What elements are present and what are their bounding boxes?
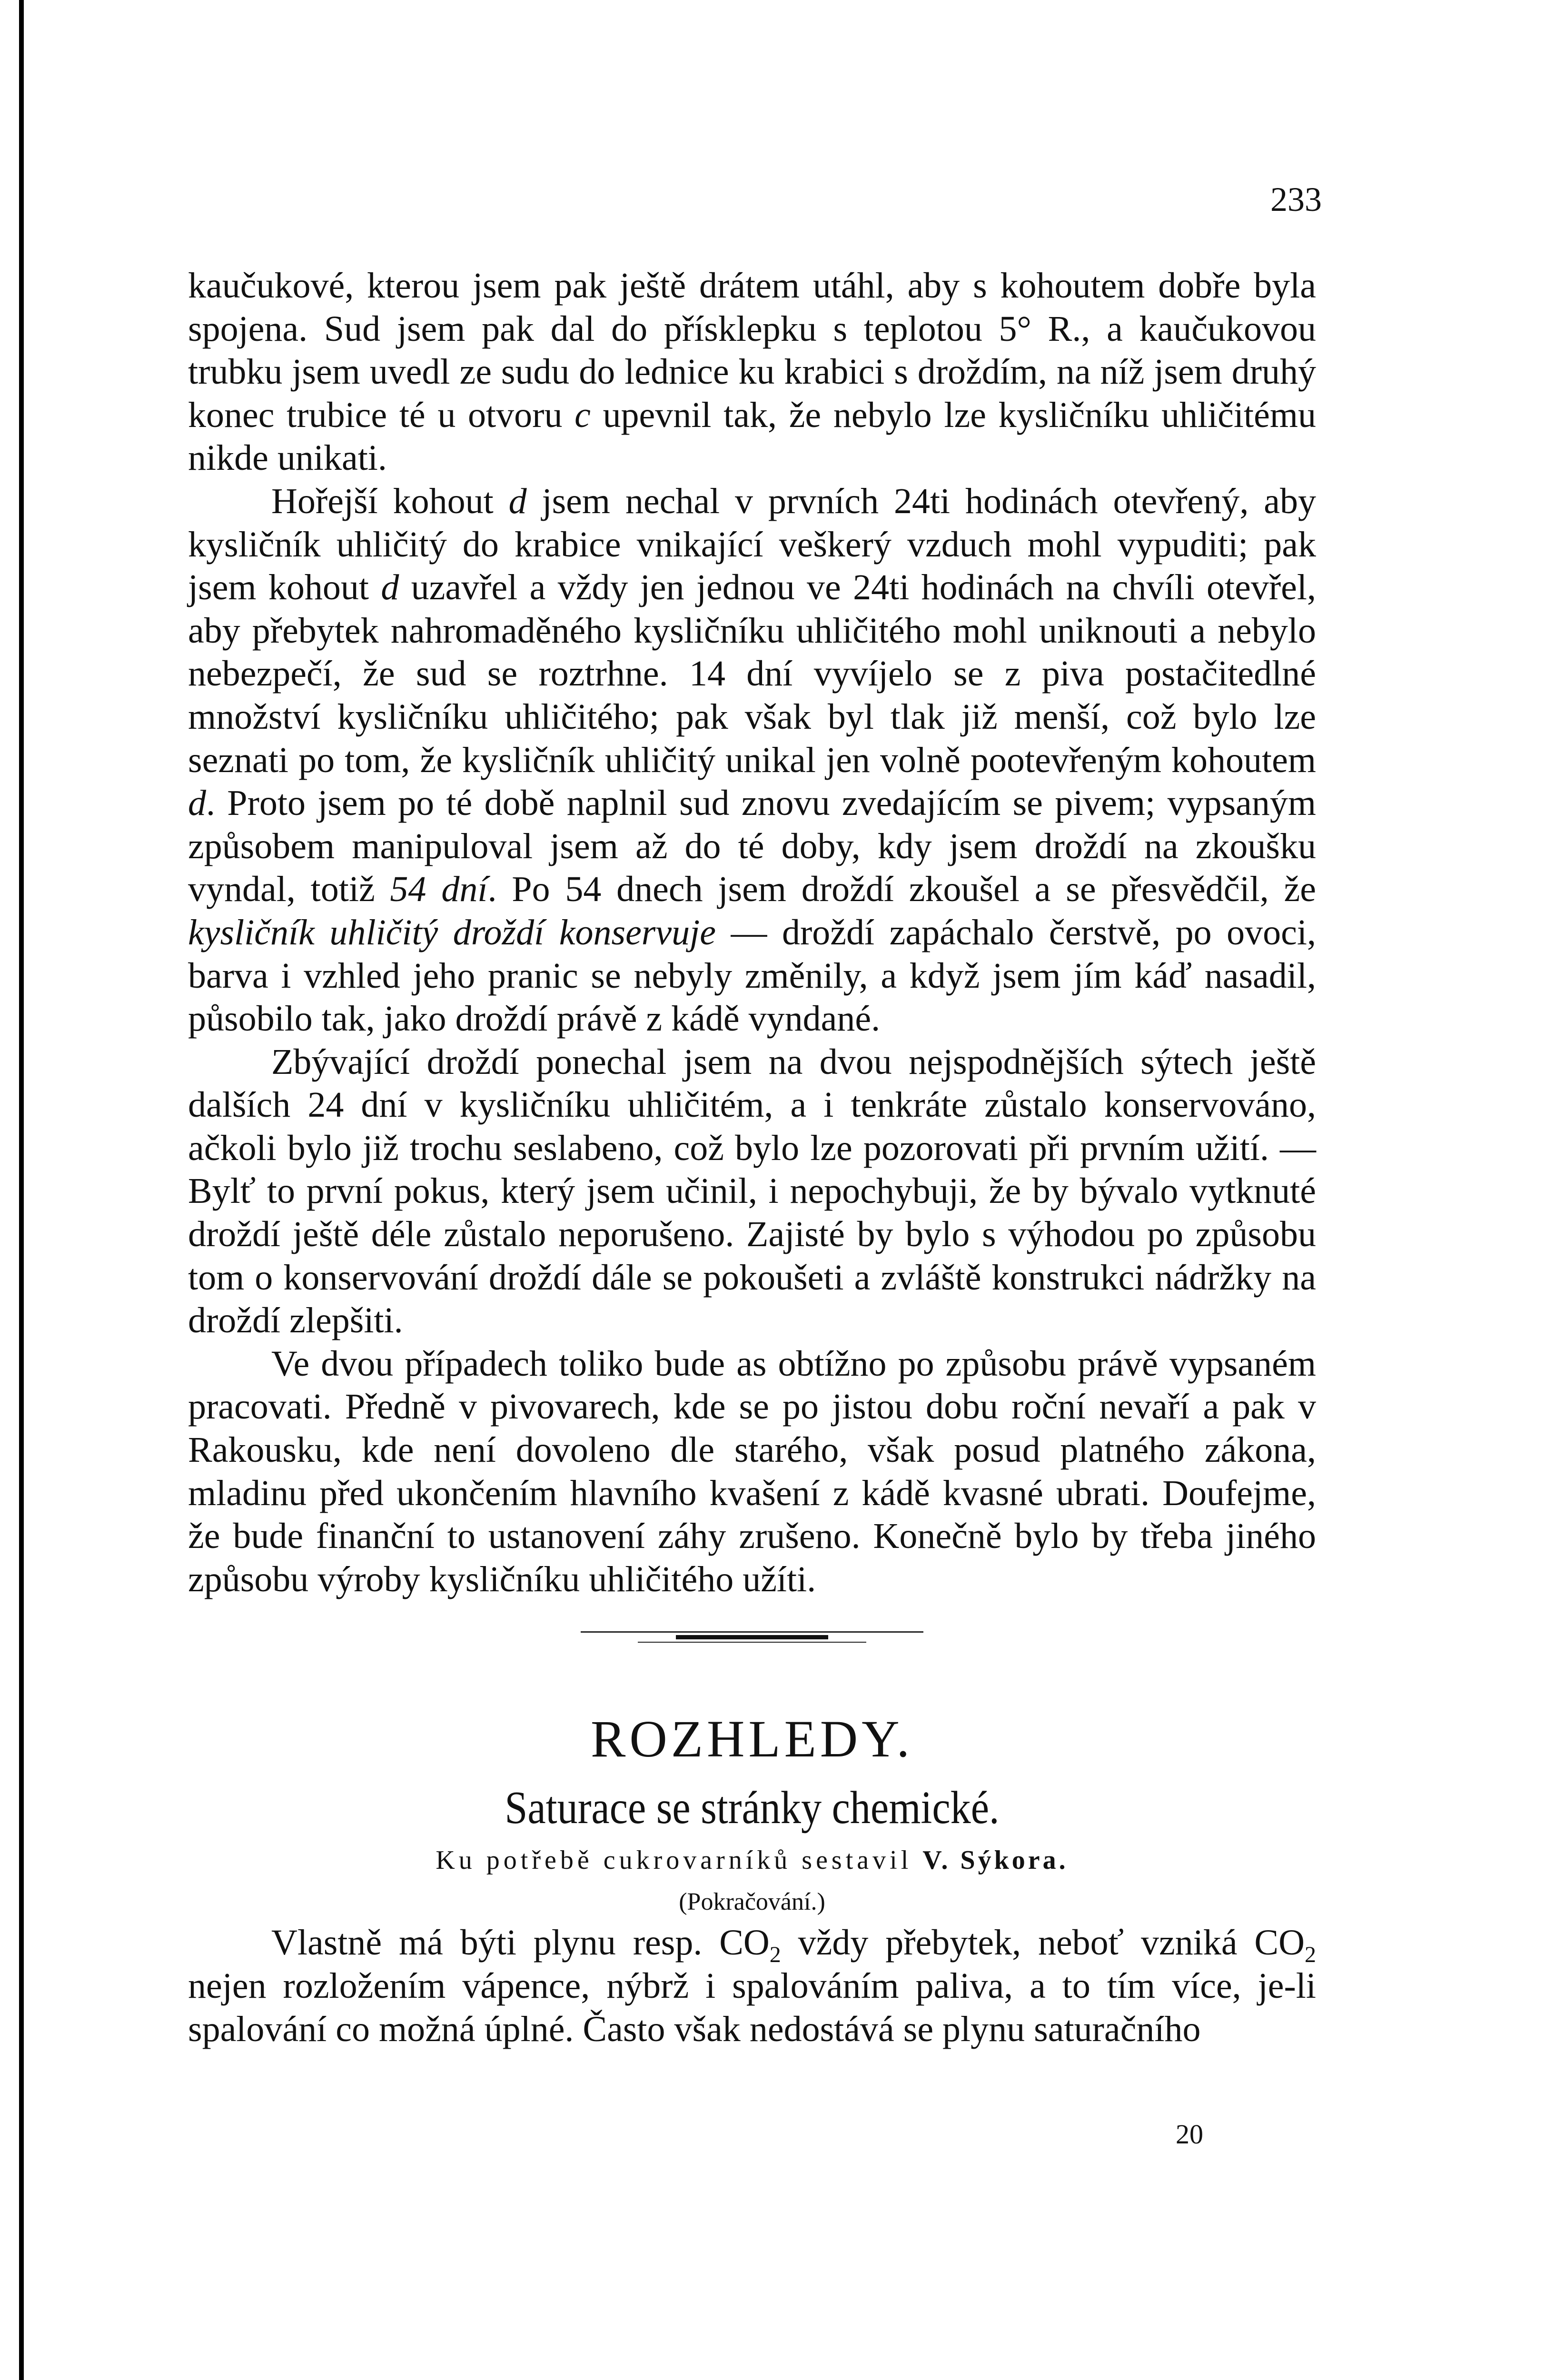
byline-author: V. Sýkora. (922, 1845, 1069, 1875)
continuation-note: (Pokračování.) (679, 1888, 825, 1916)
separator-rule-top (581, 1631, 923, 1633)
separator-rule-thick (676, 1635, 828, 1639)
article-title: Saturace se stránky chemické. (505, 1782, 1000, 1834)
article-paragraph (188, 1921, 1316, 2051)
byline (188, 1841, 1316, 1879)
italic-phrase: c (574, 395, 591, 435)
italic-phrase: 54 dní (390, 869, 488, 910)
italic-phrase: kysličník uhličitý droždí konservuje (188, 912, 716, 952)
italic-phrase: d (508, 481, 527, 521)
scan-margin-edge (19, 0, 24, 2380)
subscript-2: 2 (769, 1942, 781, 1968)
italic-phrase: d (188, 783, 206, 823)
page-number: 233 (1270, 180, 1322, 218)
separator-rule-bottom (638, 1642, 866, 1643)
paragraph-2: Hořejší kohout d jsem nechal v prvních 24ti hodinách otevřený, aby kysličník uhličitý do krabice vnikající veškerý vzduch mohl vypuditi; pak jsem kohout d uzavřel a vždy jen jednou ve 24ti hodinách na chvíli otevřel, aby přebytek nahromaděného kysličníku uhličitého mohl uniknouti a nebylo nebezpečí, že sud se roztrhne. 14 dní vyvíjelo se z piva postačitedlné množství kysličníku uhličitého; pak však byl tlak již menší, což bylo lze seznati po tom, že kysličník uhličitý unikal jen volně pootevřeným kohoutem d. Proto jsem po té době naplnil sud znovu zvedajícím se pivem; vypsaným způsobem manipuloval jsem až do té doby, kdy jsem droždí na zkoušku vyndal, totiž 54 dní. Po 54 dnech jsem droždí zkoušel a se přesvědčil, že kysličník uhličitý droždí konservuje — droždí zapáchalo čerstvě, po ovoci, barva i vzhled jeho pranic se nebyly změnily, a když jsem jím káď nasadil, působilo tak, jako droždí právě z kádě vyndané. (188, 481, 1317, 1039)
paragraph-1: kaučukové, kterou jsem pak ještě drátem utáhl, aby s kohoutem dobře byla spojena. Sud jsem pak dal do přísklepku s teplotou 5° R., a kaučukovou trubku jsem uvedl ze sudu do lednice ku krabici s droždím, na níž jsem druhý konec trubice té u otvoru c upevnil tak, že nebylo lze kysličníku uhličitému nikde unikati. (188, 266, 1316, 478)
article-text-part-3: nejen rozložením vápence, nýbrž i spalováním paliva, a to tím více, je-li spalování co možná úplné. Často však nedostává se plynu saturačního (188, 1966, 1316, 2049)
section-heading: ROZHLEDY. (590, 1710, 914, 1768)
article-text-part-2: vždy přebytek, neboť vzniká CO (781, 1923, 1305, 1963)
page-body (188, 264, 1316, 2051)
subscript-2-second: 2 (1305, 1942, 1316, 1968)
article-text-part-1: Vlastně má býti plynu resp. CO (271, 1923, 770, 1963)
signature-mark: 20 (1176, 2119, 1203, 2150)
italic-phrase: d (381, 567, 399, 608)
section-separator (581, 1629, 923, 1644)
paragraph-4: Ve dvou případech toliko bude as obtížno po způsobu právě vypsaném pracovati. Předně v pivovarech, kde se po jistou dobu roční nevaří a pak v Rakousku, kde není dovoleno dle starého, však posud platného zákona, mladinu před ukončením hlavního kvašení z kádě kvasné ubrati. Doufejme, že bude finanční to ustanovení záhy zrušeno. Konečně bylo by třeba jiného způsobu výroby kysličníku uhličitého užíti. (188, 1343, 1316, 1599)
paragraph-3: Zbývající droždí ponechal jsem na dvou nejspodnějších sýtech ještě dalších 24 dní v kysličníku uhličitém, a i tenkráte zůstalo konservováno, ačkoli bylo již trochu seslabeno, což bylo lze pozorovati při prvním užití. — Bylť to první pokus, který jsem učinil, i nepochybuji, že by bývalo vytknuté droždí ještě déle zůstalo neporušeno. Zajisté by bylo s výhodou po způsobu tom o konservování droždí dále se pokoušeti a zvláště konstrukci nádržky na droždí zlepšiti. (188, 1041, 1316, 1341)
byline-prefix: Ku potřebě cukrovarníků sestavil (436, 1845, 912, 1875)
